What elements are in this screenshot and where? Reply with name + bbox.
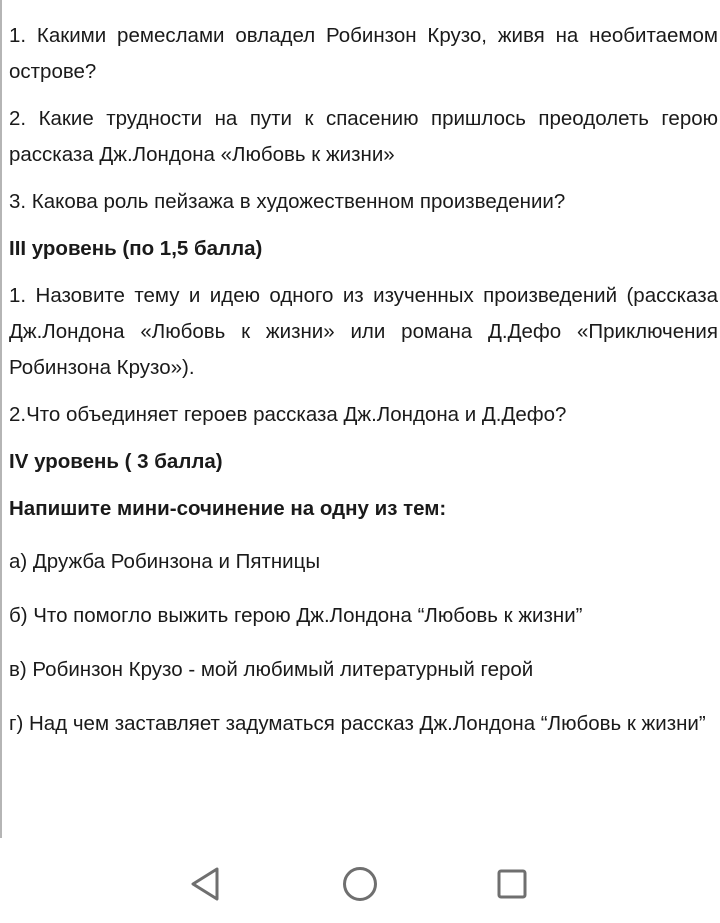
recent-apps-button[interactable]	[492, 864, 532, 904]
question-2-2: 2. Какие трудности на пути к спасению пришлось преодолеть герою рассказа Дж.Лондона «Любовь к жизни»	[9, 107, 718, 166]
question-3-1: 1. Назовите тему и идею одного из изученных произведений (рассказа Дж.Лондона «Любовь к жизни» или романа Д.Дефо «Приключения Робинзона Крузо»).	[9, 284, 718, 379]
home-icon	[341, 865, 379, 903]
home-button[interactable]	[340, 864, 380, 904]
essay-topic-c: в) Робинзон Крузо - мой любимый литературный герой	[9, 658, 534, 681]
back-icon	[188, 865, 222, 903]
back-button[interactable]	[185, 864, 225, 904]
recent-apps-icon	[495, 867, 529, 901]
essay-prompt: Напишите мини-сочинение на одну из тем:	[9, 497, 447, 520]
question-2-3: 3. Какова роль пейзажа в художественном произведении?	[9, 190, 566, 213]
question-3-2: 2.Что объединяет героев рассказа Дж.Лондона и Д.Дефо?	[9, 403, 567, 426]
essay-topic-d: г) Над чем заставляет задуматься рассказ Дж.Лондона “Любовь к жизни”	[9, 712, 706, 735]
essay-topic-b: б) Что помогло выжить герою Дж.Лондона “Любовь к жизни”	[9, 604, 583, 627]
level-4-heading: IV уровень ( 3 балла)	[9, 450, 223, 473]
level-3-heading: III уровень (по 1,5 балла)	[9, 237, 263, 260]
essay-topic-a: а) Дружба Робинзона и Пятницы	[9, 550, 321, 573]
page-edge	[0, 0, 2, 923]
system-navigation-bar	[0, 838, 720, 923]
document-page	[9, 18, 718, 742]
question-2-1: 1. Какими ремеслами овладел Робинзон Крузо, живя на необитаемом острове?	[9, 24, 718, 83]
